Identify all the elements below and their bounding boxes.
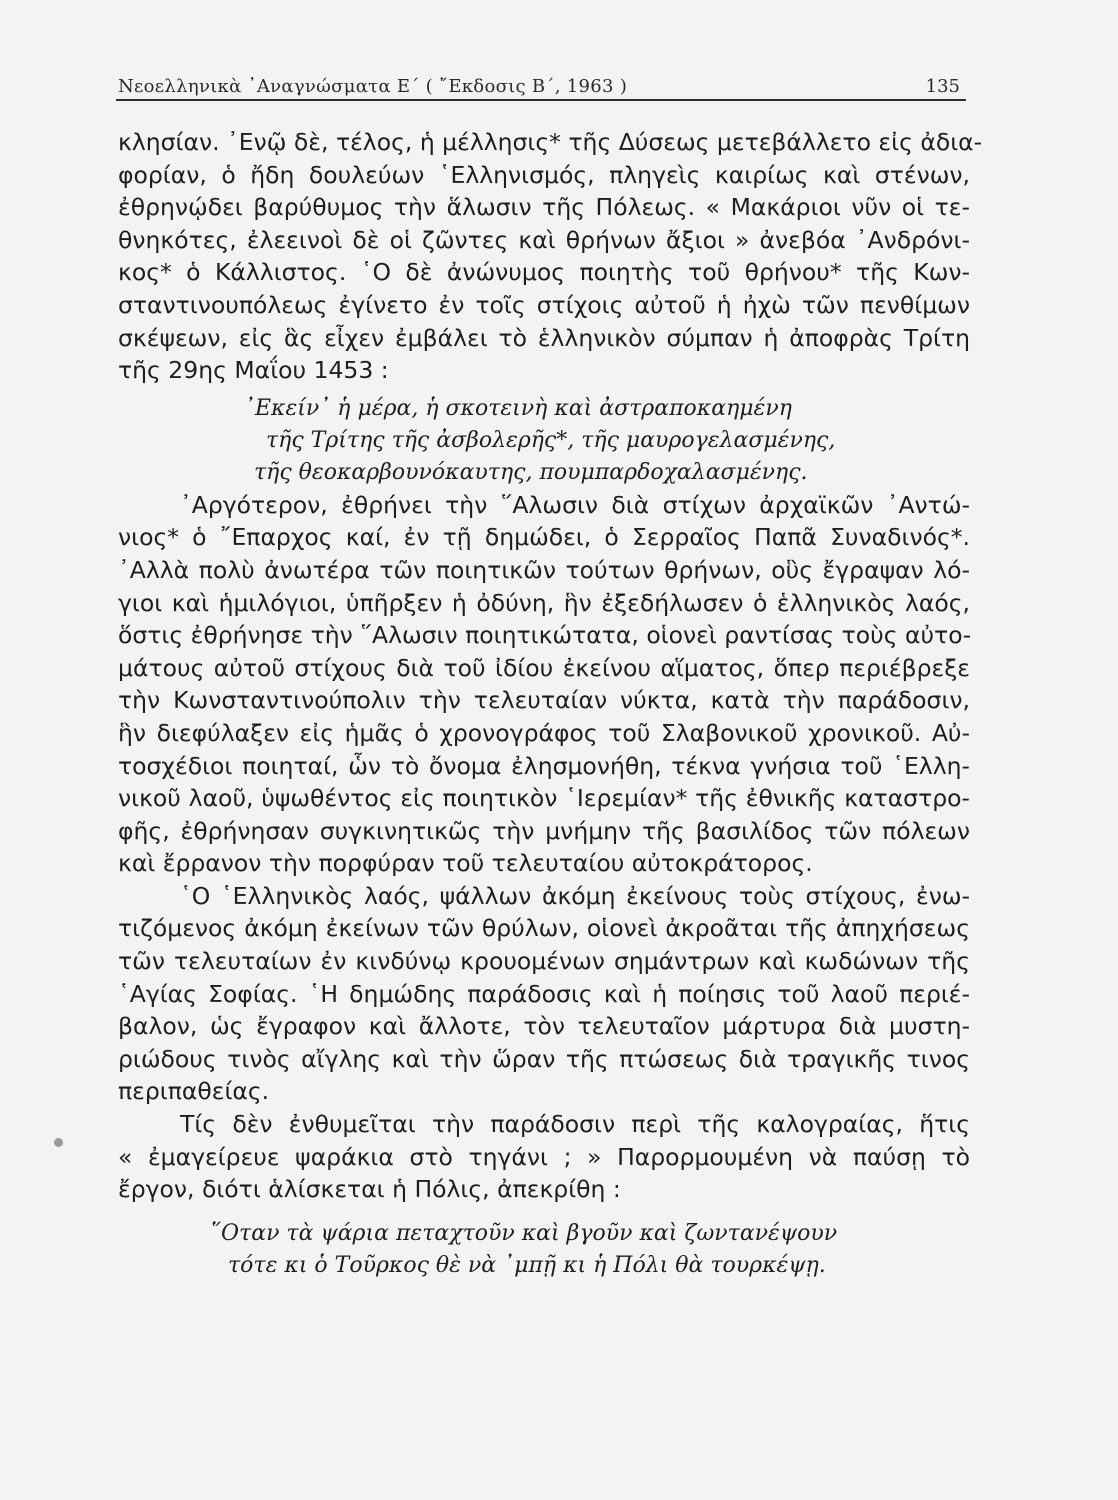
text-line: μάτους αὐτοῦ στίχους διὰ τοῦ ἰδίου ἐκείνου αἵματος, ὅπερ περιέβρεξε	[118, 653, 970, 682]
text-line: κλησίαν. ᾿Ενῷ δὲ, τέλος, ἡ μέλλησις* τῆς Δύσεως μετεβάλλετο εἰς ἀδια-	[118, 128, 983, 156]
text-line: ἐθρηνῴδει βαρύθυμος τὴν ἅλωσιν τῆς Πόλεως. « Μακάριοι νῦν οἱ τε-	[118, 193, 970, 222]
text-line: τιζόμενος ἀκόμη ἐκείνων τῶν θρύλων, οἱονεὶ ἀκροᾶται τῆς ἀπηχήσεως	[118, 914, 970, 943]
text-line: ᾿Αργότερον, ἐθρήνει τὴν ῞Αλωσιν διὰ στίχων ἀρχαϊκῶν ᾿Αντώ-	[180, 490, 970, 519]
verse-line: τότε κι ὁ Τοῦρκος θὲ νὰ ᾿μπῇ κι ἡ Πόλι θὰ τουρκέψῃ.	[228, 1252, 826, 1278]
text-line: τὴν Κωνσταντινούπολιν τὴν τελευταίαν νύκτα, κατὰ τὴν παράδοσιν,	[118, 686, 970, 715]
text-line: βαλον, ὡς ἔγραφον καὶ ἄλλοτε, τὸν τελευταῖον μάρτυρα διὰ μυστη-	[118, 1012, 970, 1041]
page-number: 135	[925, 76, 960, 97]
verse-line: τῆς Τρίτης τῆς ἀσβολερῆς*, τῆς μαυρογελασμένης,	[266, 427, 836, 453]
running-head	[118, 70, 966, 100]
text-line: νικοῦ λαοῦ, ὑψωθέντος εἰς ποιητικὸν ῾Ιερεμίαν* τῆς ἐθνικῆς καταστρο-	[118, 784, 970, 813]
verse-line: ῞Οταν τὰ ψάρια πεταχτοῦν καὶ βγοῦν καὶ ζωντανέψουν	[210, 1220, 838, 1246]
text-line: γιοι καὶ ἡμιλόγιοι, ὑπῆρξεν ἡ ὀδύνη, ἣν ἐξεδήλωσεν ὁ ἑλληνικὸς λαός,	[118, 588, 970, 617]
text-line: ῾Ο ῾Ελληνικὸς λαός, ψάλλων ἀκόμη ἐκείνους τοὺς στίχους, ἐνω-	[180, 881, 970, 910]
text-line: ἔργον, διότι ἁλίσκεται ἡ Πόλις, ἀπεκρίθη :	[118, 1175, 621, 1204]
verse-line: ᾿Εκείν᾿ ἡ μέρα, ἡ σκοτεινὴ καὶ ἀστραποκαημένη	[244, 395, 792, 421]
text-line: φορίαν, ὁ ἤδη δουλεύων ῾Ελληνισμός, πληγεὶς καιρίως καὶ στένων,	[118, 160, 970, 189]
text-line: περιπαθείας.	[118, 1077, 270, 1106]
text-line: ἣν διεφύλαξεν εἰς ἡμᾶς ὁ χρονογράφος τοῦ Σλαβονικοῦ χρονικοῦ. Αὐ-	[118, 718, 970, 747]
header-rule	[116, 99, 966, 101]
margin-dot	[54, 1138, 63, 1147]
text-line: φῆς, ἐθρήνησαν συγκινητικῶς τὴν μνήμην τῆς βασιλίδος τῶν πόλεων	[118, 816, 970, 845]
text-line: Τίς δὲν ἐνθυμεῖται τὴν παράδοσιν περὶ τῆς καλογραίας, ἥτις	[180, 1110, 970, 1139]
text-line: καὶ ἔρρανον τὴν πορφύραν τοῦ τελευταίου αὐτοκράτορος.	[118, 849, 813, 878]
text-line: τῶν τελευταίων ἐν κινδύνῳ κρουομένων σημάντρων καὶ κωδώνων τῆς	[118, 947, 970, 976]
text-line: ῾Αγίας Σοφίας. ῾Η δημώδης παράδοσις καὶ ἡ ποίησις τοῦ λαοῦ περιέ-	[118, 979, 970, 1008]
text-line: τῆς 29ης Μαΐου 1453 :	[118, 356, 389, 385]
text-line: θνηκότες, ἐλεεινοὶ δὲ οἱ ζῶντες καὶ θρήνων ἄξιοι » ἀνεβόα ᾿Ανδρόνι-	[118, 225, 970, 254]
text-line: νιος* ὁ ῎Επαρχος καί, ἐν τῇ δημώδει, ὁ Σερραῖος Παπᾶ Συναδινός*.	[118, 523, 970, 552]
text-line: τοσχέδιοι ποιηταί, ὧν τὸ ὄνομα ἐλησμονήθη, τέκνα γνήσια τοῦ ῾Ελλη-	[118, 751, 970, 780]
text-line: σκέψεων, εἰς ἃς εἶχεν ἐμβάλει τὸ ἑλληνικὸν σύμπαν ἡ ἀποφρὰς Τρίτη	[118, 323, 970, 352]
text-line: ᾿Αλλὰ πολὺ ἀνωτέρα τῶν ποιητικῶν τούτων θρήνων, οὓς ἔγραψαν λό-	[118, 555, 970, 584]
text-line: « ἐμαγείρευε ψαράκια στὸ τηγάνι ; » Παρορμουμένη νὰ παύσῃ τὸ	[118, 1142, 970, 1171]
text-line: κος* ὁ Κάλλιστος. ῾Ο δὲ ἀνώνυμος ποιητὴς τοῦ θρήνου* τῆς Κων-	[118, 258, 970, 287]
body-text	[118, 126, 983, 1282]
text-line: ριώδους τινὸς αἴγλης καὶ τὴν ὥραν τῆς πτώσεως διὰ τραγικῆς τινος	[118, 1044, 970, 1073]
running-title: Νεοελληνικὰ ᾿Αναγνώσματα Ε΄ ( ῎Εκδοσις Β΄, 1963 )	[118, 76, 628, 97]
text-line: ὅστις ἐθρήνησε τὴν ῞Αλωσιν ποιητικώτατα, οἱονεὶ ραντίσας τοὺς αὐτο-	[118, 621, 972, 650]
text-line: σταντινουπόλεως ἐγίνετο ἐν τοῖς στίχοις αὐτοῦ ἡ ἠχὼ τῶν πενθίμων	[118, 290, 970, 319]
verse-line: τῆς θεοκαρβουνόκαυτης, πουμπαρδοχαλασμένης.	[254, 459, 808, 485]
